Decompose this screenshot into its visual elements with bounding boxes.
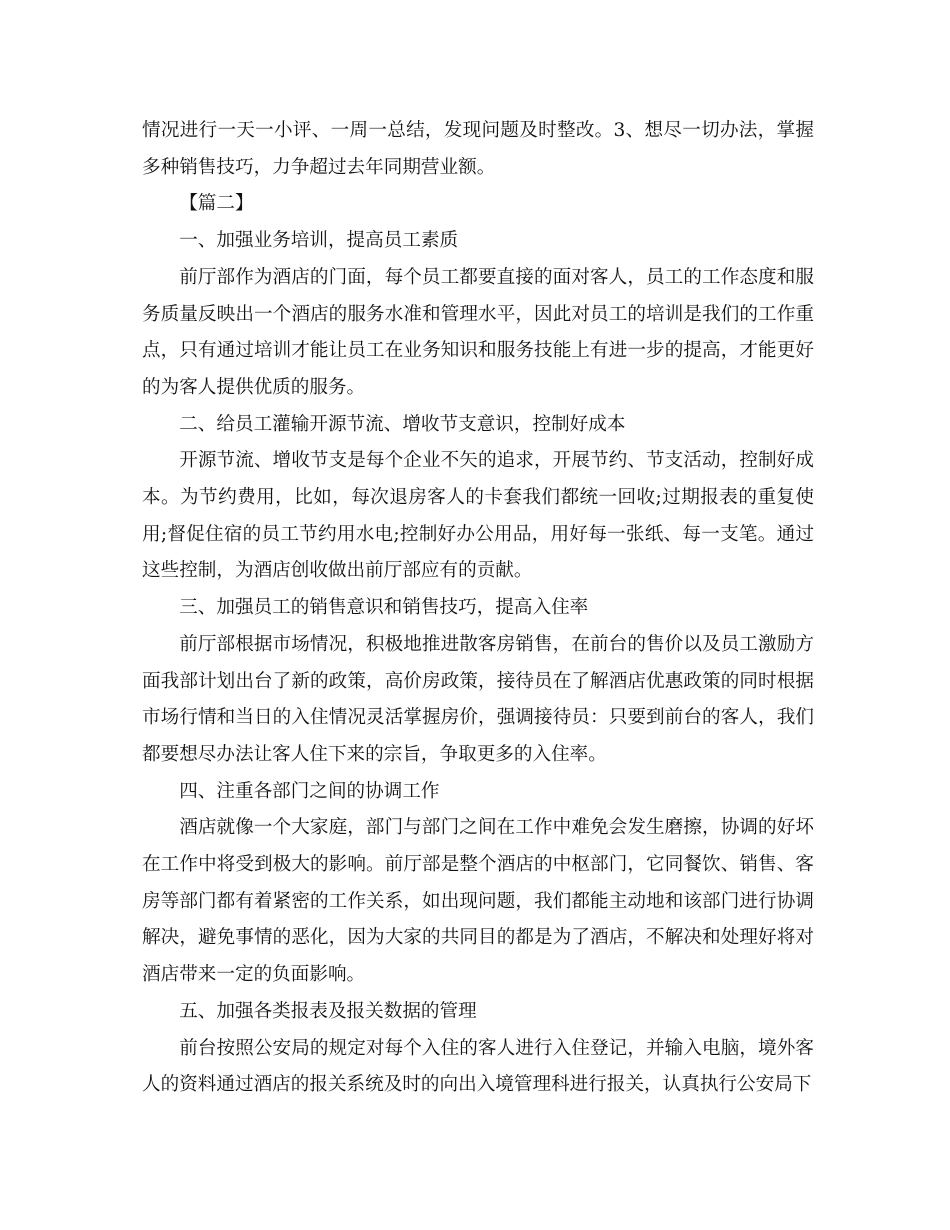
paragraph-1: 前厅部作为酒店的门面，每个员工都要直接的面对客人，员工的工作态度和服务质量反映出一个酒店的服务水准和管理水平，因此对员工的培训是我们的工作重点，只有通过培训才能让员工在业务知识和服务技能上有进一步的提高，才能更好的为客人提供优质的服务。 xyxy=(142,266,814,398)
section-title: 【篇二】 xyxy=(179,193,254,215)
heading-5: 五、加强各类报表及报关数据的管理 xyxy=(179,1000,477,1022)
paragraph-2: 开源节流、增收节支是每个企业不矢的追求，开展节约、节支活动，控制好成本。为节约费用，比如，每次退房客人的卡套我们都统一回收;过期报表的重复使用;督促住宿的员工节约用水电;控制好办公用品，用好每一张纸、每一支笔。通过这些控制，为酒店创收做出前厅部应有的贡献。 xyxy=(142,450,814,582)
heading-4: 四、注重各部门之间的协调工作 xyxy=(179,780,440,802)
paragraph-continuation: 情况进行一天一小评、一周一总结，发现问题及时整改。3、想尽一切办法，掌握多种销售技巧，力争超过去年同期营业额。 xyxy=(142,120,814,178)
paragraph-5: 前台按照公安局的规定对每个入住的客人进行入住登记，并输入电脑，境外客人的资料通过酒店的报关系统及时的向出入境管理科进行报关，认真执行公安局下 xyxy=(142,1037,814,1096)
paragraph-3: 前厅部根据市场情况，积极地推进散客房销售，在前台的售价以及员工激励方面我部计划出台了新的政策，高价房政策，接待员在了解酒店优惠政策的同时根据市场行情和当日的入住情况灵活掌握房价，强调接待员：只要到前台的客人，我们都要想尽办法让客人住下来的宗旨，争取更多的入住率。 xyxy=(142,633,814,765)
document-body xyxy=(142,113,814,1104)
heading-1: 一、加强业务培训，提高员工素质 xyxy=(179,230,459,252)
heading-2: 二、给员工灌输开源节流、增收节支意识，控制好成本 xyxy=(179,413,626,435)
heading-3: 三、加强员工的销售意识和销售技巧，提高入住率 xyxy=(179,597,589,619)
paragraph-4: 酒店就像一个大家庭，部门与部门之间在工作中难免会发生磨擦，协调的好坏在工作中将受到极大的影响。前厅部是整个酒店的中枢部门，它同餐饮、销售、客房等部门都有着紧密的工作关系，如出现问题，我们都能主动地和该部门进行协调解决，避免事情的恶化，因为大家的共同目的都是为了酒店，不解决和处理好将对酒店带来一定的负面影响。 xyxy=(142,817,814,986)
